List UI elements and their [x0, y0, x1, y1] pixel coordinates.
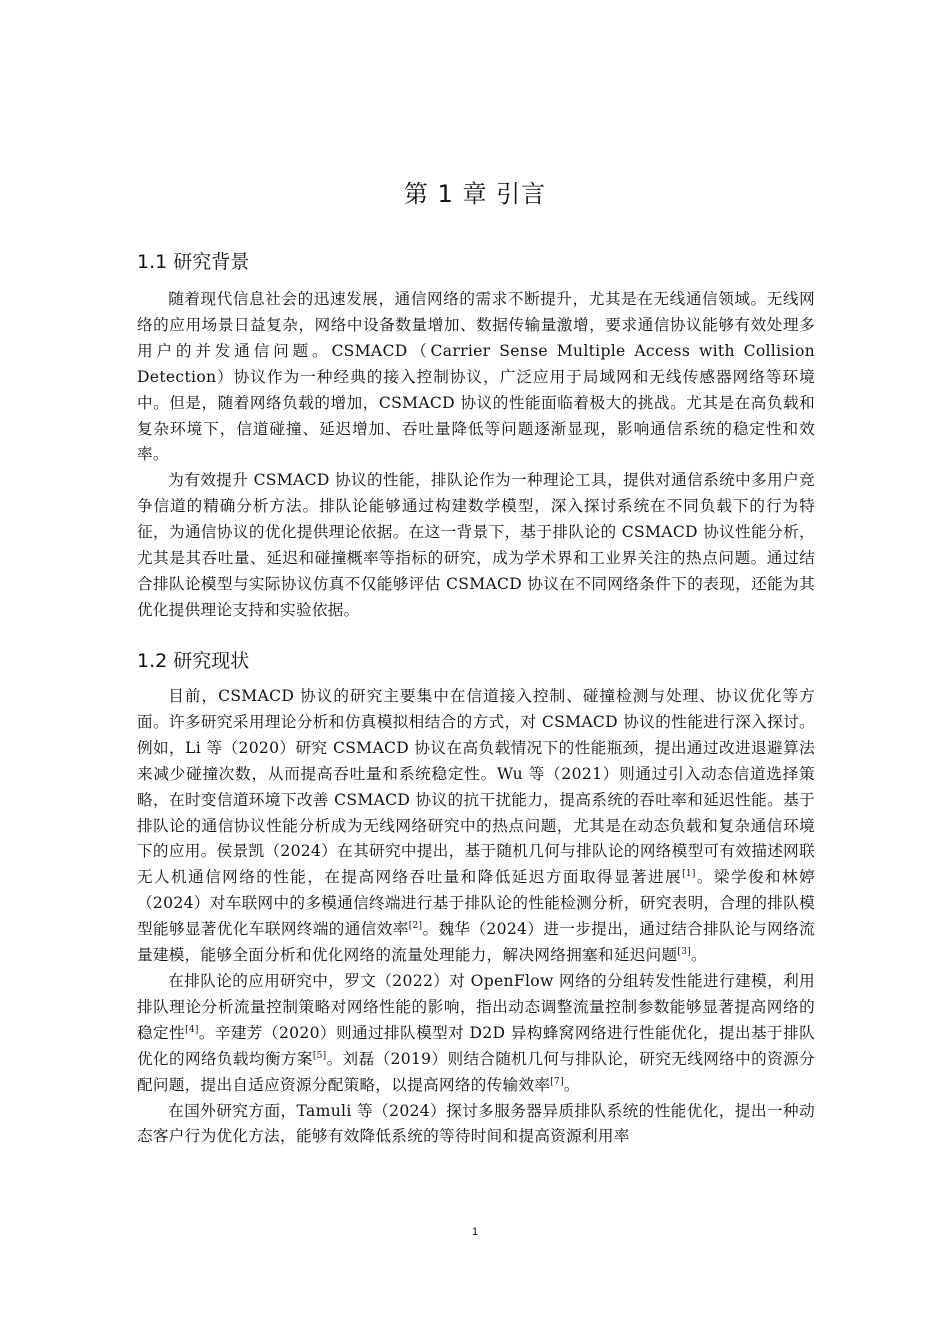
- citation-ref: [3]: [677, 946, 692, 957]
- text-run: 。刘磊（2019）则结合随机几何与排队论，研究无线网络中的资源分配问题，提出自适应资源分配策略，以提高网络的传输效率: [137, 1049, 815, 1094]
- text-run: 。魏华（2024）进一步提出，通过结合排队论与网络流量建模，能够全面分析和优化网络的流量处理能力，解决网络拥塞和延迟问题: [137, 920, 815, 965]
- citation-ref: [7]: [550, 1076, 564, 1087]
- citation-ref: [5]: [312, 1050, 327, 1061]
- text-run: 。: [691, 946, 707, 965]
- paragraph: [137, 684, 815, 969]
- text-run: 。梁学俊和林婷（2024）对车联网中的多模通信终端进行基于排队论的性能检测分析，研究表明，合理的排队模型能够显著优化车联网终端的通信效率: [137, 868, 815, 939]
- paragraph: 随着现代信息社会的迅速发展，通信网络的需求不断提升，尤其是在无线通信领域。无线网络的应用场景日益复杂，网络中设备数量增加、数据传输量激增，要求通信协议能够有效处理多用户的并发通信问题。CSMACD（Carrier Sense Multiple Access with Collision Detection）协议作为一种经典的接入控制协议，广泛应用于局域网和无线传感器网络等环境中。但是，随着网络负载的增加，CSMACD 协议的性能面临着极大的挑战。尤其是在高负载和复杂环境下，信道碰撞、延迟增加、吞吐量降低等问题逐渐显现，影响通信系统的稳定性和效率。: [137, 290, 815, 464]
- citation-ref: [2]: [408, 920, 423, 931]
- chapter-title: 第 1 章 引言: [403, 180, 547, 208]
- text-run: 。: [563, 1075, 580, 1094]
- section-heading-status: 1.2 研究现状: [137, 650, 250, 672]
- paragraph: [137, 969, 815, 1099]
- section-heading-background: 1.1 研究背景: [137, 251, 250, 273]
- text-run: 目前，CSMACD 协议的研究主要集中在信道接入控制、碰撞检测与处理、协议优化等方面。许多研究采用理论分析和仿真模拟相结合的方式，对 CSMACD 协议的性能进行深入探讨。例如，Li 等（2020）研究 CSMACD 协议在高负载情况下的性能瓶颈，提出通过改进退避算法来减少碰撞次数，从而提高吞吐量和系统稳定性。Wu 等（2021）则通过引入动态信道选择策略，在时变信道环境下改善 CSMACD 协议的抗干扰能力，提高系统的吞吐率和延迟性能。基于排队论的通信协议性能分析成为无线网络研究中的热点问题，尤其是在动态负载和复杂通信环境下的应用。侯景凯（2024）在其研究中提出，基于随机几何与排队论的网络模型可有效描述网联无人机通信网络的性能，在提高网络吞吐量和降低延迟方面取得显著进展: [137, 687, 815, 887]
- paragraph: 为有效提升 CSMACD 协议的性能，排队论作为一种理论工具，提供对通信系统中多用户竞争信道的精确分析方法。排队论能够通过构建数学模型，深入探讨系统在不同负载下的行为特征，为通信协议的优化提供理论依据。在这一背景下，基于排队论的 CSMACD 协议性能分析，尤其是其吞吐量、延迟和碰撞概率等指标的研究，成为学术界和工业界关注的热点问题。通过结合排队论模型与实际协议仿真不仅能够评估 CSMACD 协议在不同网络条件下的表现，还能为其优化提供理论支持和实验依据。: [137, 471, 815, 619]
- citation-ref: [1]: [682, 869, 696, 880]
- section-body-status: [137, 684, 815, 1150]
- text-run: 。辛建芳（2020）则通过排队模型对 D2D 异构蜂窝网络进行性能优化，提出基于排队优化的网络负载均衡方案: [137, 1023, 815, 1068]
- page-number: 1: [471, 1226, 479, 1238]
- text-run: 在排队论的应用研究中，罗文（2022）对 OpenFlow 网络的分组转发性能进行建模，利用排队理论分析流量控制策略对网络性能的影响，指出动态调整流量控制参数能够显著提高网络的稳定性: [137, 971, 815, 1042]
- paragraph: 在国外研究方面，Tamuli 等（2024）探讨多服务器异质排队系统的性能优化，提出一种动态客户行为优化方法，能够有效降低系统的等待时间和提高资源利用率: [137, 1101, 815, 1146]
- section-body-background: [137, 287, 815, 624]
- citation-ref: [4]: [185, 1024, 199, 1035]
